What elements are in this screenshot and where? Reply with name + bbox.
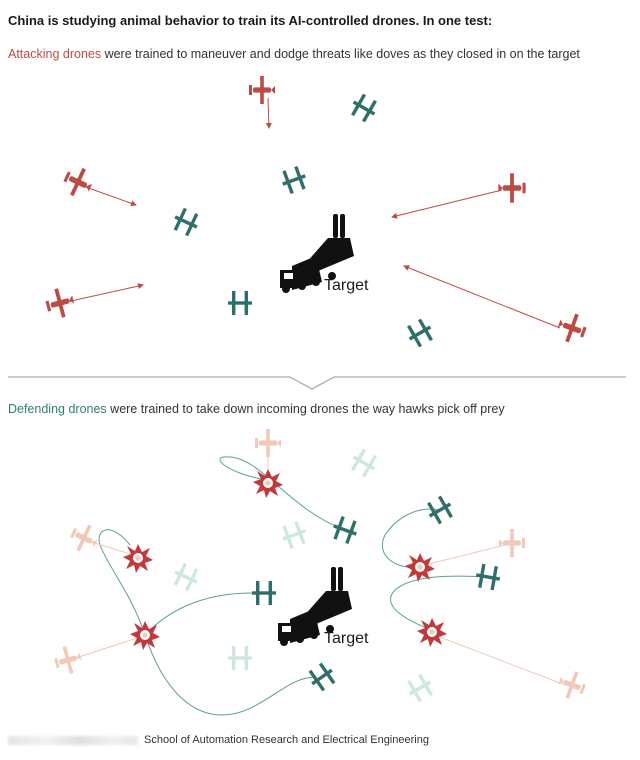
defend-caption (8, 402, 505, 416)
attack-caption-text: were trained to maneuver and dodge threats like doves as they closed in on the target (101, 47, 580, 61)
target-label: Target (324, 277, 369, 294)
defender-path (145, 593, 252, 635)
target-label: Target (324, 630, 369, 647)
attacking-drone-icon (498, 173, 525, 202)
explosion-icon (417, 618, 447, 647)
defend-caption-highlight: Defending drones (8, 402, 107, 416)
attack-caption (8, 47, 580, 61)
defending-drone-icon (228, 291, 252, 315)
section-divider (0, 368, 640, 392)
attacking-drone-icon (66, 520, 101, 556)
headline: China is studying animal behavior to train its AI-controlled drones. In one test: (8, 13, 493, 28)
defending-drone-icon (170, 206, 202, 238)
attacking-drone-icon (52, 643, 84, 677)
attacker-trail (392, 190, 502, 217)
defender-paths (99, 457, 488, 715)
attack-scenario-diagram (0, 60, 640, 365)
defender-path (390, 576, 488, 630)
defending-drone-icon (330, 515, 361, 546)
defending-drone-icon (424, 494, 457, 527)
attacker-trail (268, 98, 269, 128)
defending-drone-icon (474, 563, 502, 591)
attacker-trail (62, 285, 143, 303)
defending-drone-icon (279, 165, 310, 196)
defending-drone-icon (404, 317, 437, 350)
defending-drone-icon (348, 92, 381, 125)
defense-scenario-diagram (0, 415, 640, 730)
attacker-faded-trail (425, 545, 505, 565)
source-text: School of Automation Research and Electrical Engineering (144, 734, 429, 746)
source-credit (8, 734, 429, 746)
attacker-trail (404, 266, 560, 328)
defending-drone-icon (404, 672, 437, 705)
defending-drone-icon (228, 646, 252, 670)
explosion-icon (253, 469, 283, 498)
defender-path (220, 457, 345, 530)
attacking-drone-icon (59, 163, 96, 201)
attacking-drone-icon (249, 76, 275, 104)
defending-drone-icon (348, 447, 381, 480)
redacted-text (8, 736, 138, 745)
attacking-drone-icon (255, 429, 281, 457)
defending-drone-icon (252, 581, 276, 605)
attacker-faded-trail (440, 637, 565, 685)
attacker-faded-trails (70, 453, 565, 685)
attacking-drone-icon (43, 285, 77, 320)
defend-caption-text: were trained to take down incoming drones the way hawks pick off prey (106, 402, 505, 416)
attacking-drone-icon (499, 529, 525, 557)
attack-caption-highlight: Attacking drones (8, 47, 102, 61)
defending-drone-icon (279, 520, 310, 551)
defending-drone-icon (170, 561, 202, 593)
defender-path (145, 635, 315, 715)
explosion-icon (123, 544, 153, 573)
attacking-drone-icon (555, 667, 589, 702)
